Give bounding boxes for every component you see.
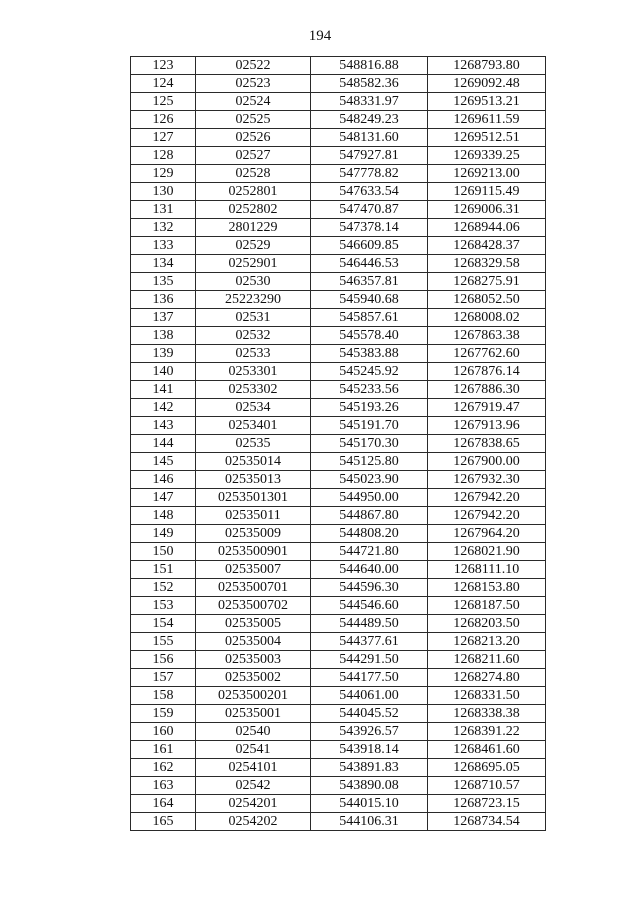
point-id-cell: 02535 (196, 435, 311, 453)
table-row (131, 705, 546, 723)
table-row (131, 579, 546, 597)
x-coordinate-cell: 548249.23 (311, 111, 428, 129)
table-row (131, 237, 546, 255)
table-row (131, 777, 546, 795)
point-id-cell: 02535001 (196, 705, 311, 723)
table-row (131, 525, 546, 543)
x-coordinate-cell: 547378.14 (311, 219, 428, 237)
table-row (131, 255, 546, 273)
y-coordinate-cell: 1267964.20 (428, 525, 546, 543)
x-coordinate-cell: 547470.87 (311, 201, 428, 219)
row-number-cell: 136 (131, 291, 196, 309)
row-number-cell: 159 (131, 705, 196, 723)
row-number-cell: 145 (131, 453, 196, 471)
row-number-cell: 135 (131, 273, 196, 291)
row-number-cell: 128 (131, 147, 196, 165)
point-id-cell: 02528 (196, 165, 311, 183)
table-row (131, 597, 546, 615)
x-coordinate-cell: 545578.40 (311, 327, 428, 345)
point-id-cell: 25223290 (196, 291, 311, 309)
x-coordinate-cell: 544177.50 (311, 669, 428, 687)
y-coordinate-cell: 1267876.14 (428, 363, 546, 381)
x-coordinate-cell: 544291.50 (311, 651, 428, 669)
point-id-cell: 0252901 (196, 255, 311, 273)
row-number-cell: 154 (131, 615, 196, 633)
x-coordinate-cell: 543891.83 (311, 759, 428, 777)
y-coordinate-cell: 1269611.59 (428, 111, 546, 129)
point-id-cell: 02535003 (196, 651, 311, 669)
y-coordinate-cell: 1268211.60 (428, 651, 546, 669)
y-coordinate-cell: 1269092.48 (428, 75, 546, 93)
table-row (131, 741, 546, 759)
table-row (131, 309, 546, 327)
y-coordinate-cell: 1268153.80 (428, 579, 546, 597)
row-number-cell: 140 (131, 363, 196, 381)
table-row (131, 273, 546, 291)
x-coordinate-cell: 545170.30 (311, 435, 428, 453)
point-id-cell: 02541 (196, 741, 311, 759)
point-id-cell: 02529 (196, 237, 311, 255)
row-number-cell: 146 (131, 471, 196, 489)
x-coordinate-cell: 544950.00 (311, 489, 428, 507)
row-number-cell: 148 (131, 507, 196, 525)
row-number-cell: 156 (131, 651, 196, 669)
y-coordinate-cell: 1268329.58 (428, 255, 546, 273)
point-id-cell: 02533 (196, 345, 311, 363)
x-coordinate-cell: 545023.90 (311, 471, 428, 489)
x-coordinate-cell: 545233.56 (311, 381, 428, 399)
y-coordinate-cell: 1267900.00 (428, 453, 546, 471)
table-row (131, 111, 546, 129)
y-coordinate-cell: 1269513.21 (428, 93, 546, 111)
point-id-cell: 02531 (196, 309, 311, 327)
y-coordinate-cell: 1269115.49 (428, 183, 546, 201)
x-coordinate-cell: 544808.20 (311, 525, 428, 543)
row-number-cell: 155 (131, 633, 196, 651)
y-coordinate-cell: 1268111.10 (428, 561, 546, 579)
row-number-cell: 133 (131, 237, 196, 255)
table-row (131, 291, 546, 309)
row-number-cell: 132 (131, 219, 196, 237)
point-id-cell: 02530 (196, 273, 311, 291)
y-coordinate-cell: 1267863.38 (428, 327, 546, 345)
y-coordinate-cell: 1267932.30 (428, 471, 546, 489)
row-number-cell: 129 (131, 165, 196, 183)
row-number-cell: 151 (131, 561, 196, 579)
point-id-cell: 0253500901 (196, 543, 311, 561)
table-row (131, 543, 546, 561)
point-id-cell: 02526 (196, 129, 311, 147)
point-id-cell: 02535014 (196, 453, 311, 471)
point-id-cell: 0253501301 (196, 489, 311, 507)
y-coordinate-cell: 1267913.96 (428, 417, 546, 435)
y-coordinate-cell: 1268391.22 (428, 723, 546, 741)
row-number-cell: 152 (131, 579, 196, 597)
table-row (131, 633, 546, 651)
row-number-cell: 165 (131, 813, 196, 831)
row-number-cell: 130 (131, 183, 196, 201)
row-number-cell: 127 (131, 129, 196, 147)
table-row (131, 75, 546, 93)
point-id-cell: 02535013 (196, 471, 311, 489)
y-coordinate-cell: 1268021.90 (428, 543, 546, 561)
x-coordinate-cell: 547927.81 (311, 147, 428, 165)
point-id-cell: 02527 (196, 147, 311, 165)
table-row (131, 453, 546, 471)
point-id-cell: 0253302 (196, 381, 311, 399)
row-number-cell: 139 (131, 345, 196, 363)
x-coordinate-cell: 543918.14 (311, 741, 428, 759)
y-coordinate-cell: 1268793.80 (428, 57, 546, 75)
row-number-cell: 144 (131, 435, 196, 453)
y-coordinate-cell: 1268723.15 (428, 795, 546, 813)
point-id-cell: 0254201 (196, 795, 311, 813)
x-coordinate-cell: 544721.80 (311, 543, 428, 561)
y-coordinate-cell: 1269006.31 (428, 201, 546, 219)
point-id-cell: 02535011 (196, 507, 311, 525)
point-id-cell: 0252801 (196, 183, 311, 201)
x-coordinate-cell: 548131.60 (311, 129, 428, 147)
table-row (131, 669, 546, 687)
row-number-cell: 143 (131, 417, 196, 435)
point-id-cell: 0253500701 (196, 579, 311, 597)
table-row (131, 471, 546, 489)
y-coordinate-cell: 1267838.65 (428, 435, 546, 453)
y-coordinate-cell: 1267919.47 (428, 399, 546, 417)
x-coordinate-cell: 545383.88 (311, 345, 428, 363)
y-coordinate-cell: 1268338.38 (428, 705, 546, 723)
table-row (131, 363, 546, 381)
row-number-cell: 157 (131, 669, 196, 687)
x-coordinate-cell: 545191.70 (311, 417, 428, 435)
table-row (131, 723, 546, 741)
table-row (131, 57, 546, 75)
point-id-cell: 02540 (196, 723, 311, 741)
row-number-cell: 153 (131, 597, 196, 615)
table-body (131, 57, 546, 831)
table-row (131, 165, 546, 183)
table-row (131, 327, 546, 345)
point-id-cell: 0253500702 (196, 597, 311, 615)
x-coordinate-cell: 544045.52 (311, 705, 428, 723)
y-coordinate-cell: 1268275.91 (428, 273, 546, 291)
table-row (131, 183, 546, 201)
x-coordinate-cell: 545125.80 (311, 453, 428, 471)
page-number: 194 (308, 28, 332, 44)
point-id-cell: 0254202 (196, 813, 311, 831)
row-number-cell: 164 (131, 795, 196, 813)
point-id-cell: 02522 (196, 57, 311, 75)
x-coordinate-cell: 548816.88 (311, 57, 428, 75)
y-coordinate-cell: 1268461.60 (428, 741, 546, 759)
row-number-cell: 124 (131, 75, 196, 93)
table-row (131, 813, 546, 831)
table-row (131, 147, 546, 165)
row-number-cell: 149 (131, 525, 196, 543)
table-row (131, 795, 546, 813)
x-coordinate-cell: 544867.80 (311, 507, 428, 525)
point-id-cell: 02524 (196, 93, 311, 111)
y-coordinate-cell: 1268187.50 (428, 597, 546, 615)
table-row (131, 93, 546, 111)
point-id-cell: 02535009 (196, 525, 311, 543)
point-id-cell: 02534 (196, 399, 311, 417)
table-row (131, 219, 546, 237)
point-id-cell: 02535004 (196, 633, 311, 651)
row-number-cell: 158 (131, 687, 196, 705)
point-id-cell: 0253500201 (196, 687, 311, 705)
table-row (131, 201, 546, 219)
table-row (131, 345, 546, 363)
y-coordinate-cell: 1268052.50 (428, 291, 546, 309)
x-coordinate-cell: 547633.54 (311, 183, 428, 201)
table-row (131, 399, 546, 417)
table-row (131, 129, 546, 147)
point-id-cell: 02535005 (196, 615, 311, 633)
table-row (131, 759, 546, 777)
point-id-cell: 0253401 (196, 417, 311, 435)
table-row (131, 651, 546, 669)
row-number-cell: 141 (131, 381, 196, 399)
x-coordinate-cell: 545245.92 (311, 363, 428, 381)
y-coordinate-cell: 1268710.57 (428, 777, 546, 795)
y-coordinate-cell: 1267942.20 (428, 507, 546, 525)
x-coordinate-cell: 548582.36 (311, 75, 428, 93)
row-number-cell: 123 (131, 57, 196, 75)
x-coordinate-cell: 546357.81 (311, 273, 428, 291)
x-coordinate-cell: 545940.68 (311, 291, 428, 309)
row-number-cell: 137 (131, 309, 196, 327)
coordinates-table (130, 56, 546, 831)
x-coordinate-cell: 546446.53 (311, 255, 428, 273)
point-id-cell: 2801229 (196, 219, 311, 237)
row-number-cell: 142 (131, 399, 196, 417)
y-coordinate-cell: 1268695.05 (428, 759, 546, 777)
row-number-cell: 126 (131, 111, 196, 129)
x-coordinate-cell: 548331.97 (311, 93, 428, 111)
table-row (131, 489, 546, 507)
y-coordinate-cell: 1268428.37 (428, 237, 546, 255)
y-coordinate-cell: 1268734.54 (428, 813, 546, 831)
table-row (131, 615, 546, 633)
table-row (131, 417, 546, 435)
x-coordinate-cell: 545193.26 (311, 399, 428, 417)
y-coordinate-cell: 1269512.51 (428, 129, 546, 147)
point-id-cell: 02525 (196, 111, 311, 129)
point-id-cell: 02535007 (196, 561, 311, 579)
table-row (131, 435, 546, 453)
y-coordinate-cell: 1268274.80 (428, 669, 546, 687)
row-number-cell: 163 (131, 777, 196, 795)
x-coordinate-cell: 544015.10 (311, 795, 428, 813)
table-row (131, 687, 546, 705)
table-row (131, 507, 546, 525)
row-number-cell: 134 (131, 255, 196, 273)
y-coordinate-cell: 1269213.00 (428, 165, 546, 183)
row-number-cell: 138 (131, 327, 196, 345)
row-number-cell: 147 (131, 489, 196, 507)
y-coordinate-cell: 1268203.50 (428, 615, 546, 633)
point-id-cell: 02532 (196, 327, 311, 345)
x-coordinate-cell: 544640.00 (311, 561, 428, 579)
x-coordinate-cell: 545857.61 (311, 309, 428, 327)
point-id-cell: 02523 (196, 75, 311, 93)
row-number-cell: 162 (131, 759, 196, 777)
row-number-cell: 131 (131, 201, 196, 219)
x-coordinate-cell: 543890.08 (311, 777, 428, 795)
x-coordinate-cell: 544061.00 (311, 687, 428, 705)
x-coordinate-cell: 544596.30 (311, 579, 428, 597)
y-coordinate-cell: 1269339.25 (428, 147, 546, 165)
x-coordinate-cell: 547778.82 (311, 165, 428, 183)
x-coordinate-cell: 544106.31 (311, 813, 428, 831)
row-number-cell: 160 (131, 723, 196, 741)
point-id-cell: 0253301 (196, 363, 311, 381)
point-id-cell: 02542 (196, 777, 311, 795)
x-coordinate-cell: 544377.61 (311, 633, 428, 651)
point-id-cell: 02535002 (196, 669, 311, 687)
x-coordinate-cell: 544489.50 (311, 615, 428, 633)
row-number-cell: 161 (131, 741, 196, 759)
y-coordinate-cell: 1268331.50 (428, 687, 546, 705)
table-row (131, 561, 546, 579)
y-coordinate-cell: 1267762.60 (428, 345, 546, 363)
y-coordinate-cell: 1267942.20 (428, 489, 546, 507)
x-coordinate-cell: 546609.85 (311, 237, 428, 255)
y-coordinate-cell: 1268008.02 (428, 309, 546, 327)
point-id-cell: 0254101 (196, 759, 311, 777)
y-coordinate-cell: 1267886.30 (428, 381, 546, 399)
x-coordinate-cell: 544546.60 (311, 597, 428, 615)
x-coordinate-cell: 543926.57 (311, 723, 428, 741)
table-row (131, 381, 546, 399)
point-id-cell: 0252802 (196, 201, 311, 219)
row-number-cell: 125 (131, 93, 196, 111)
y-coordinate-cell: 1268944.06 (428, 219, 546, 237)
y-coordinate-cell: 1268213.20 (428, 633, 546, 651)
row-number-cell: 150 (131, 543, 196, 561)
